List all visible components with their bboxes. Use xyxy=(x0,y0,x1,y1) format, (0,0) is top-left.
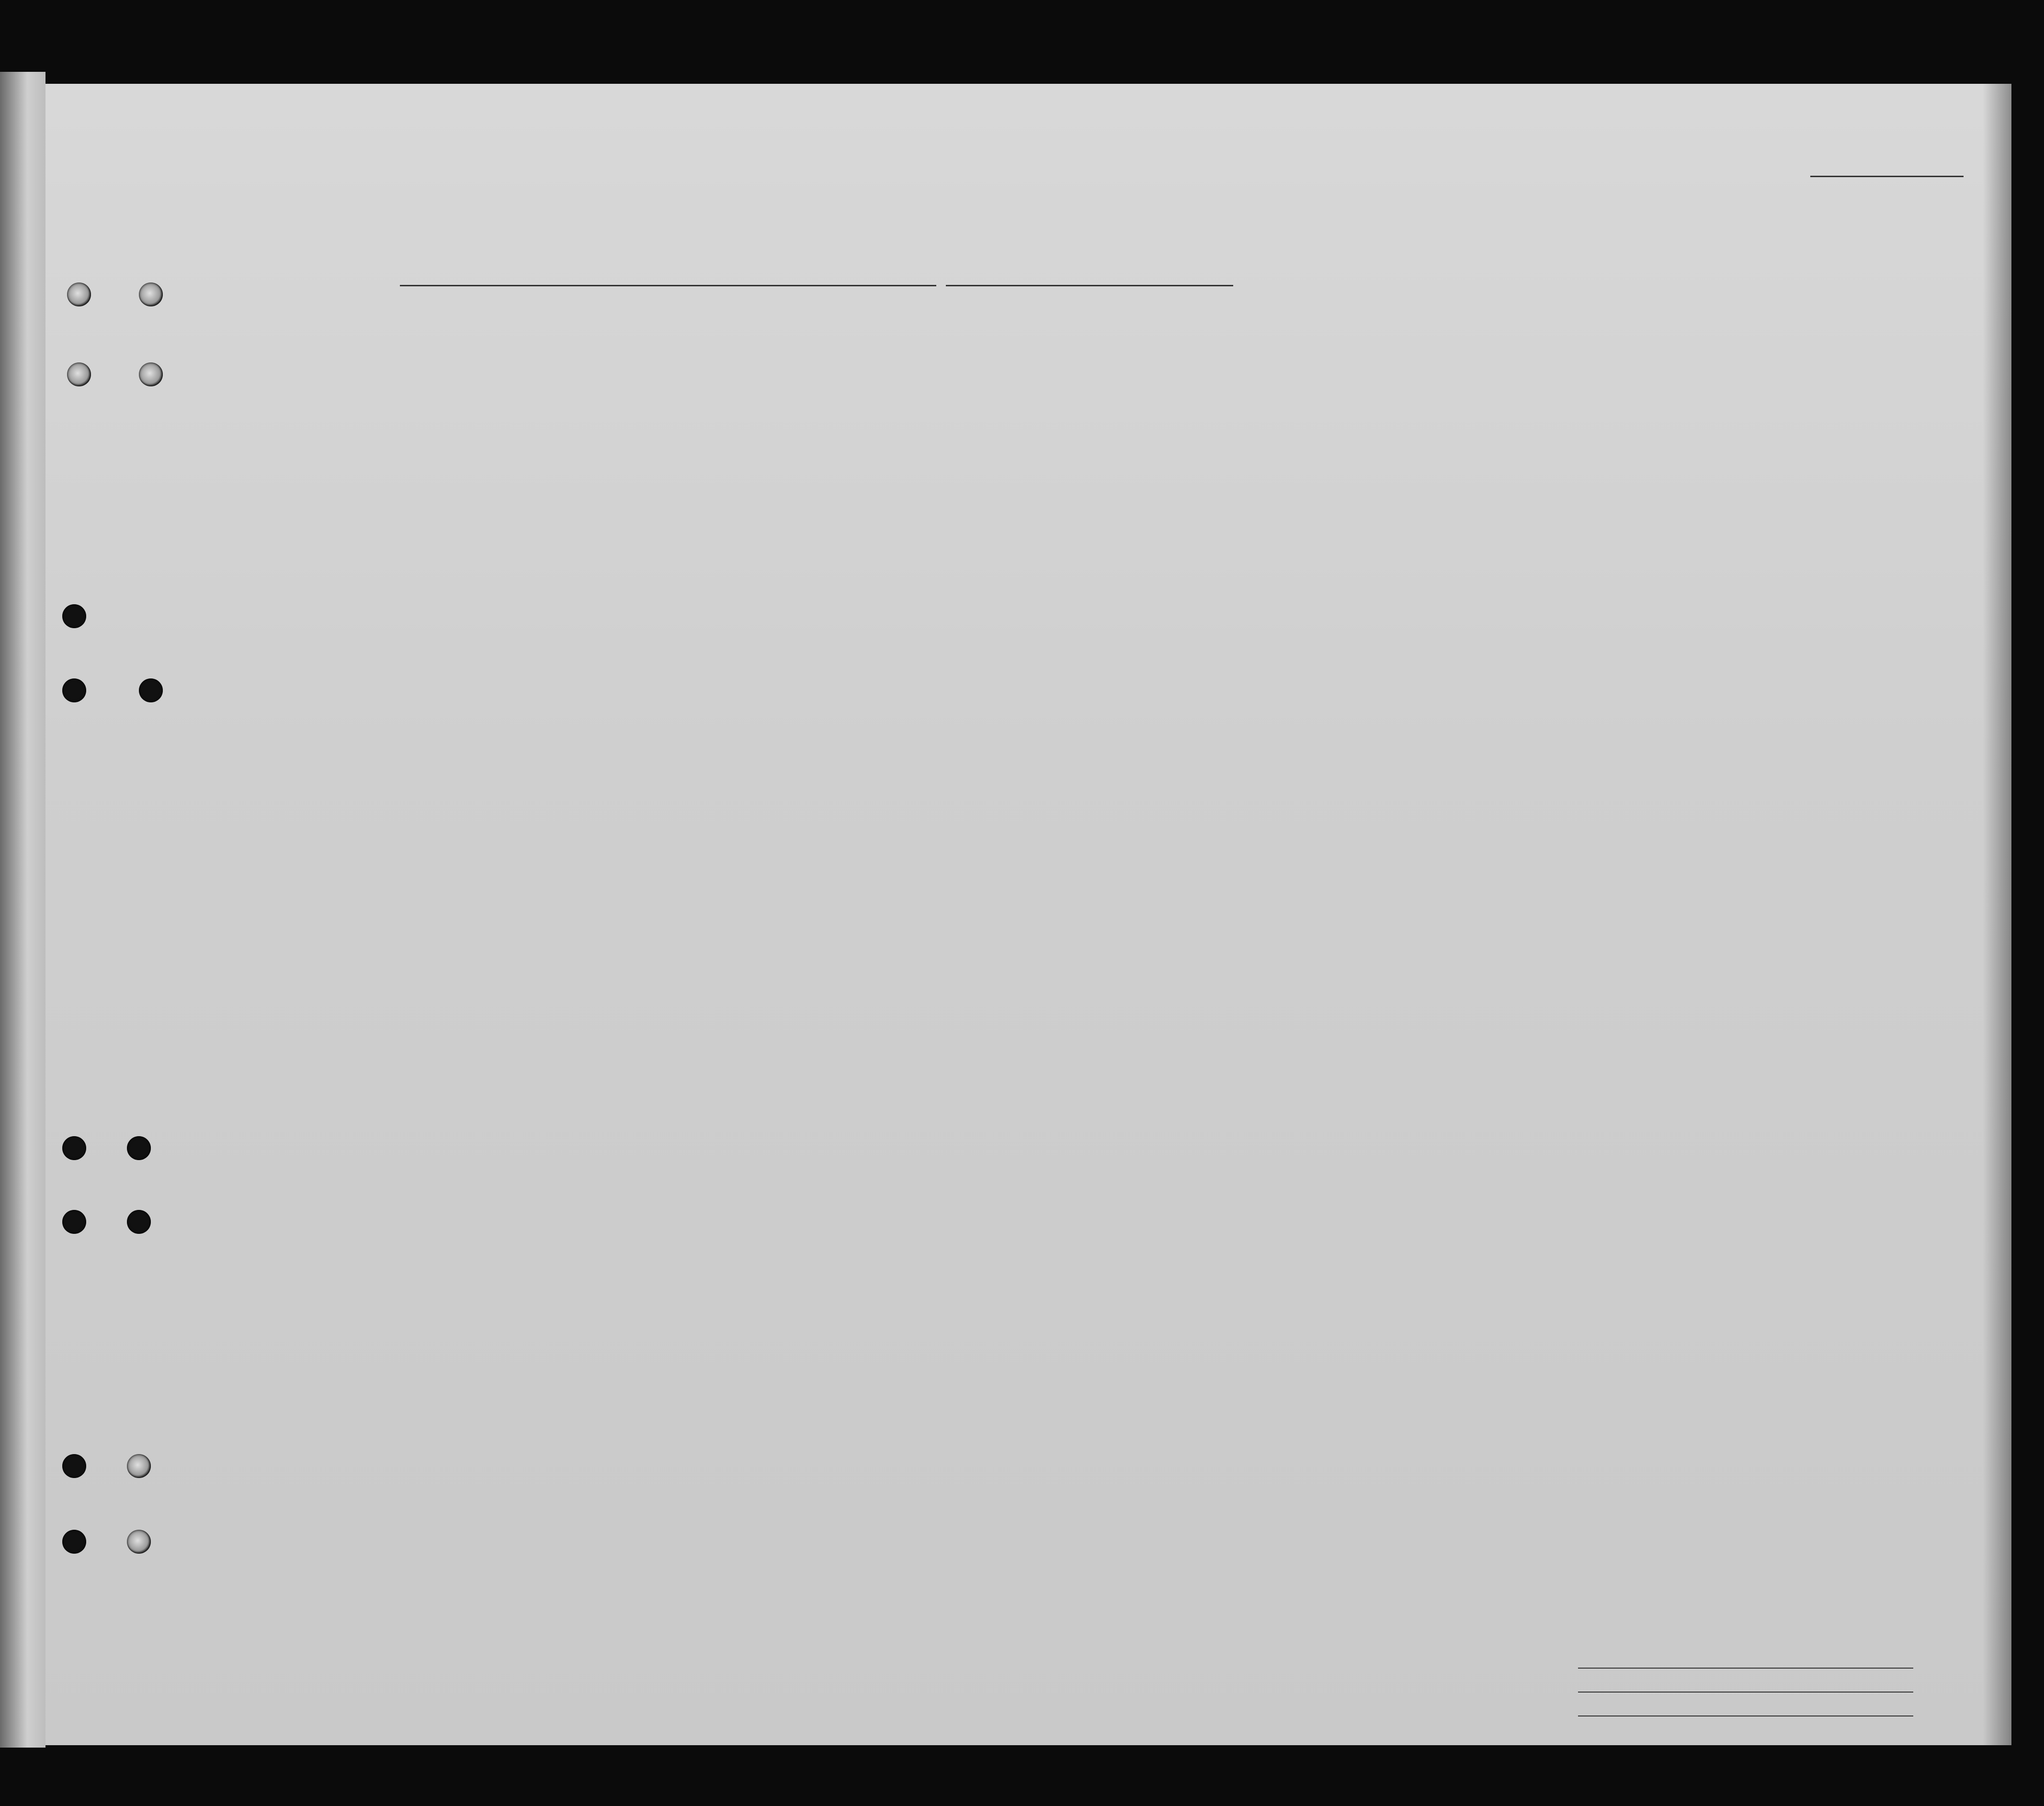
line-field xyxy=(1578,1668,1913,1669)
manifest-grid xyxy=(45,84,2011,1745)
manifest-sheet xyxy=(45,84,2011,1745)
owners-field xyxy=(1578,1692,1913,1693)
adjacent-page-strip xyxy=(0,72,45,1748)
